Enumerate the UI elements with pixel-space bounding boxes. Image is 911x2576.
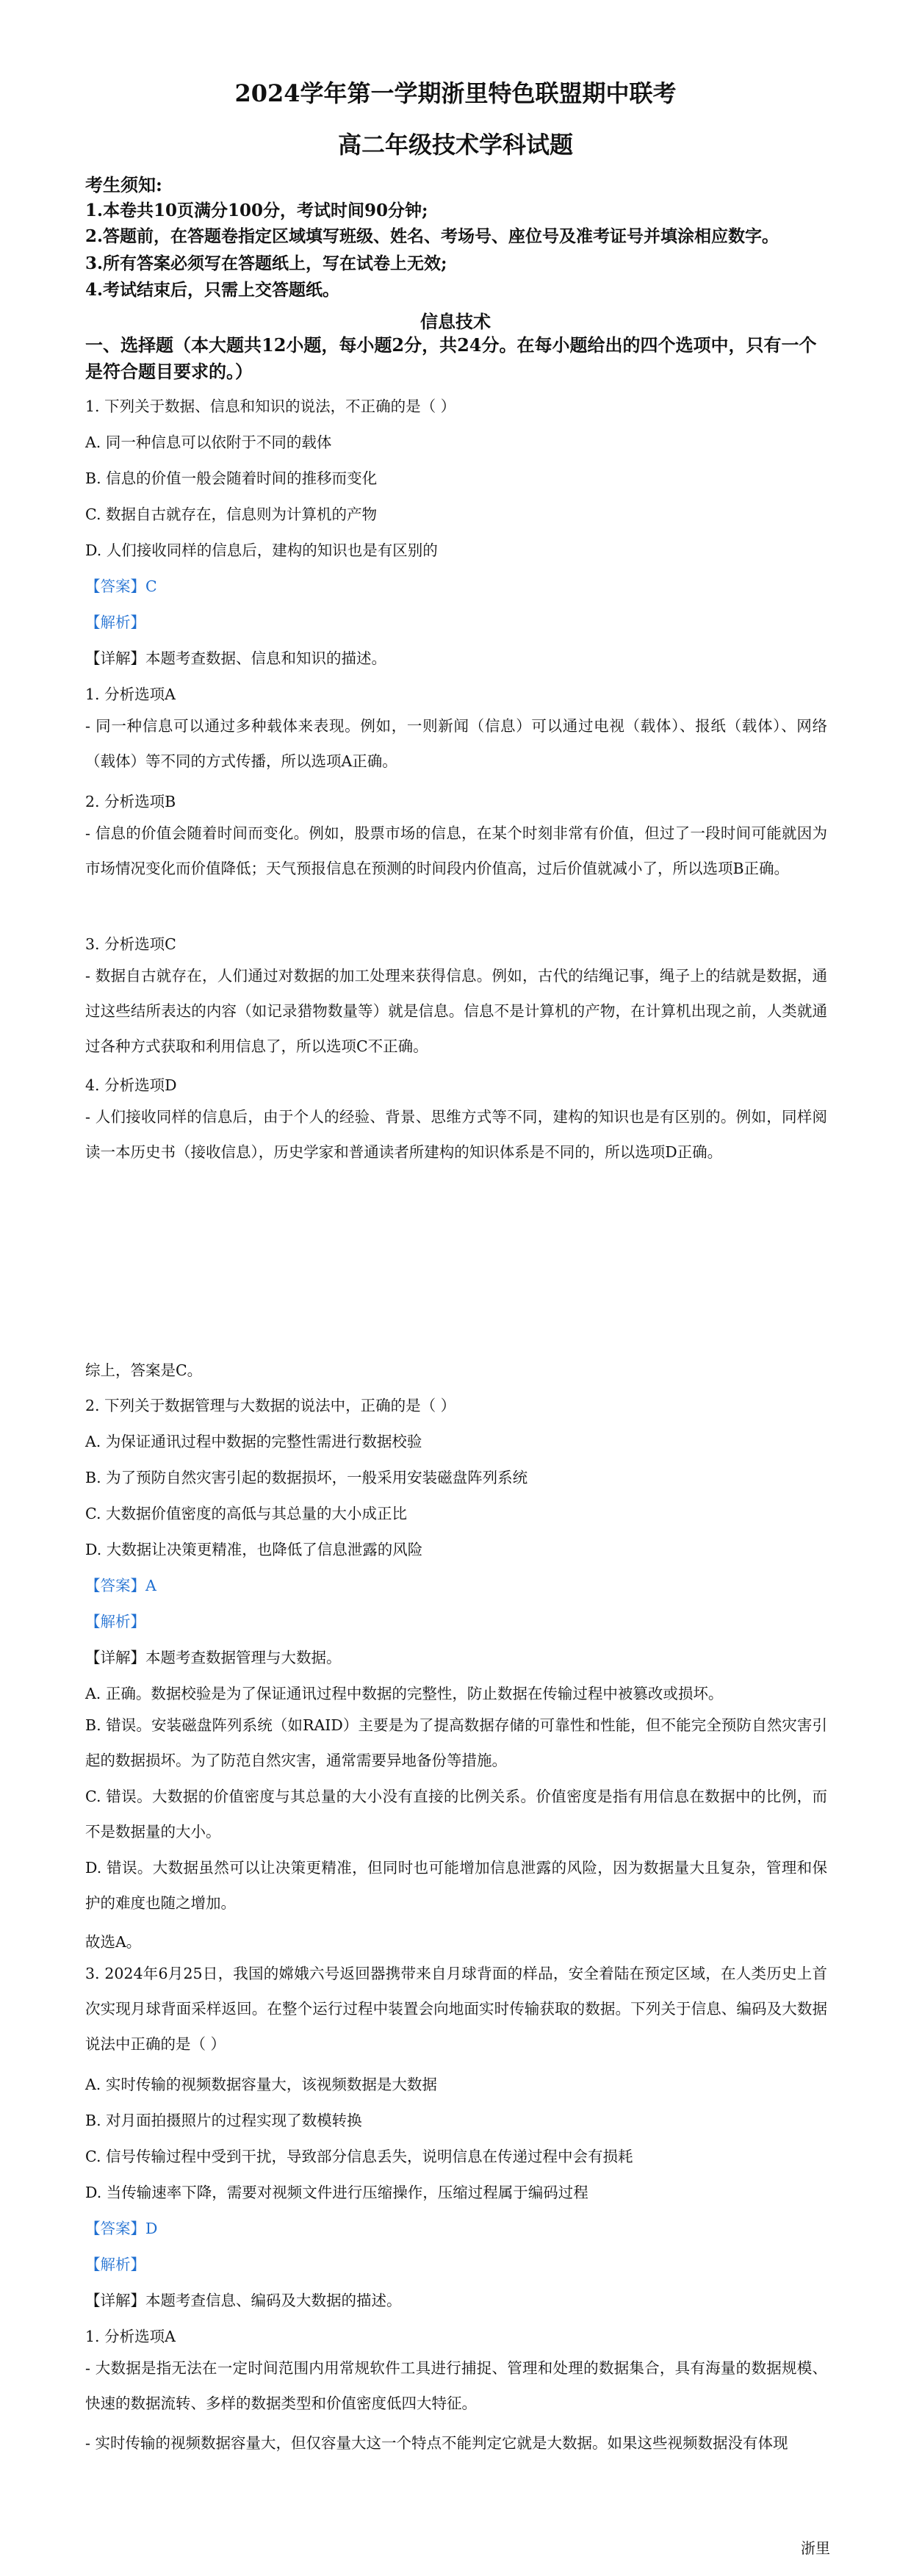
analysis-tag: 【解析】 — [85, 614, 145, 631]
analysis-paragraph: - 实时传输的视频数据容量大，但仅容量大这一个特点不能判定它就是大数据。如果这些视频数据没有体现 — [85, 2434, 788, 2452]
detail-text: 【详解】本题考查信息、编码及大数据的描述。 — [85, 2292, 402, 2309]
analysis-paragraph: - 大数据是指无法在一定时间范围内用常规软件工具进行捕捉、管理和处理的数据集合，具有海量的数据规模、快速的数据流转、多样的数据类型和价值密度低四大特征。 — [85, 2359, 827, 2412]
analysis-subhead: 4. 分析选项D — [85, 1076, 177, 1094]
answer-tag: 【答案】A — [85, 1577, 156, 1594]
question-stem: 2. 下列关于数据管理与大数据的说法中，正确的是（ ） — [85, 1397, 456, 1414]
notice-item: 3.所有答案必须写在答题纸上，写在试卷上无效; — [85, 253, 447, 273]
option-d: D. 大数据让决策更精准，也降低了信息泄露的风险 — [85, 1541, 423, 1558]
option-a: A. 为保证通讯过程中数据的完整性需进行数据校验 — [85, 1433, 422, 1450]
analysis-subhead: 3. 分析选项C — [85, 935, 176, 953]
page-footer: 浙里 — [801, 2539, 830, 2557]
answer-tag: 【答案】D — [85, 2220, 158, 2237]
option-c: C. 信号传输过程中受到干扰，导致部分信息丢失，说明信息在传递过程中会有损耗 — [85, 2148, 633, 2165]
option-a: A. 实时传输的视频数据容量大，该视频数据是大数据 — [85, 2076, 437, 2093]
notice-heading: 考生须知: — [85, 174, 162, 195]
analysis-paragraph: - 数据自古就存在，人们通过对数据的加工处理来获得信息。例如，古代的结绳记事，绳子上的结就是数据，通过这些结所表达的内容（如记录猎物数量等）就是信息。信息不是计算机的产物，在计算机出现之前，人类就通过各种方式获取和利用信息了，所以选项C不正确。 — [85, 967, 827, 1055]
analysis-subhead: 1. 分析选项A — [85, 686, 176, 703]
option-c: C. 数据自古就存在，信息则为计算机的产物 — [85, 506, 377, 523]
option-a: A. 同一种信息可以依附于不同的载体 — [85, 433, 332, 451]
answer-tag: 【答案】C — [85, 578, 157, 595]
analysis-paragraph: - 信息的价值会随着时间而变化。例如，股票市场的信息，在某个时刻非常有价值，但过了一段时间可能就因为市场情况变化而价值降低；天气预报信息在预测的时间段内价值高，过后价值就减小了，所以选项B正确。 — [85, 824, 827, 877]
analysis-subhead: 2. 分析选项B — [85, 793, 176, 810]
option-b: B. 为了预防自然灾害引起的数据损坏，一般采用安装磁盘阵列系统 — [85, 1469, 528, 1486]
analysis-paragraph: - 同一种信息可以通过多种载体来表现。例如，一则新闻（信息）可以通过电视（载体）、报纸（载体）、网络（载体）等不同的方式传播，所以选项A正确。 — [85, 717, 827, 770]
notice-item: 1.本卷共10页满分100分，考试时间90分钟; — [85, 201, 428, 220]
analysis-tag: 【解析】 — [85, 2256, 145, 2273]
section-title: 信息技术 — [420, 311, 491, 332]
option-d: D. 当传输速率下降，需要对视频文件进行压缩操作，压缩过程属于编码过程 — [85, 2184, 588, 2201]
notice-item: 4.考试结束后，只需上交答题纸。 — [85, 280, 340, 300]
option-d: D. 人们接收同样的信息后，建构的知识也是有区别的 — [85, 542, 438, 559]
analysis-paragraph: C. 错误。大数据的价值密度与其总量的大小没有直接的比例关系。价值密度是指有用信息在数据中的比例，而不是数据量的大小。 — [85, 1788, 827, 1841]
notice-item: 2.答题前，在答题卷指定区域填写班级、姓名、考场号、座位号及准考证号并填涂相应数字。 — [85, 226, 779, 246]
option-b: B. 对月面拍摄照片的过程实现了数模转换 — [85, 2112, 362, 2129]
analysis-paragraph: B. 错误。安装磁盘阵列系统（如RAID）主要是为了提高数据存储的可靠性和性能，但不能完全预防自然灾害引起的数据损坏。为了防范自然灾害，通常需要异地备份等措施。 — [85, 1716, 827, 1769]
option-b: B. 信息的价值一般会随着时间的推移而变化 — [85, 469, 378, 487]
question-stem: 3. 2024年6月25日，我国的嫦娥六号返回器携带来自月球背面的样品，安全着陆在预定区域，在人类历史上首次实现月球背面采样返回。在整个运行过程中装置会向地面实时传输获取的数据。下列关于信息、编码及大数据说法中正确的是（ ） — [85, 1965, 827, 2053]
option-c: C. 大数据价值密度的高低与其总量的大小成正比 — [85, 1505, 407, 1522]
summary-text: 故选A。 — [85, 1933, 142, 1951]
summary-text: 综上，答案是C。 — [85, 1361, 203, 1379]
exam-title: 2024学年第一学期浙里特色联盟期中联考 — [234, 79, 677, 107]
analysis-paragraph: D. 错误。大数据虽然可以让决策更精准，但同时也可能增加信息泄露的风险，因为数据量大且复杂，管理和保护的难度也随之增加。 — [85, 1859, 827, 1912]
detail-text: 【详解】本题考查数据、信息和知识的描述。 — [85, 650, 386, 667]
question-stem: 1. 下列关于数据、信息和知识的说法，不正确的是（ ） — [85, 397, 456, 415]
part-heading: 一、选择题（本大题共12小题，每小题2分，共24分。在每小题给出的四个选项中，只有一个是符合题目要求的。） — [85, 334, 817, 382]
analysis-paragraph: - 人们接收同样的信息后，由于个人的经验、背景、思维方式等不同，建构的知识也是有区别的。例如，同样阅读一本历史书（接收信息），历史学家和普通读者所建构的知识体系是不同的，所以选项D正确。 — [85, 1108, 827, 1161]
analysis-tag: 【解析】 — [85, 1613, 145, 1630]
detail-text: 【详解】本题考查数据管理与大数据。 — [85, 1649, 342, 1666]
exam-subtitle: 高二年级技术学科试题 — [337, 131, 573, 159]
analysis-subhead: 1. 分析选项A — [85, 2328, 176, 2345]
analysis-paragraph: A. 正确。数据校验是为了保证通讯过程中数据的完整性，防止数据在传输过程中被篡改或损坏。 — [85, 1685, 724, 1702]
